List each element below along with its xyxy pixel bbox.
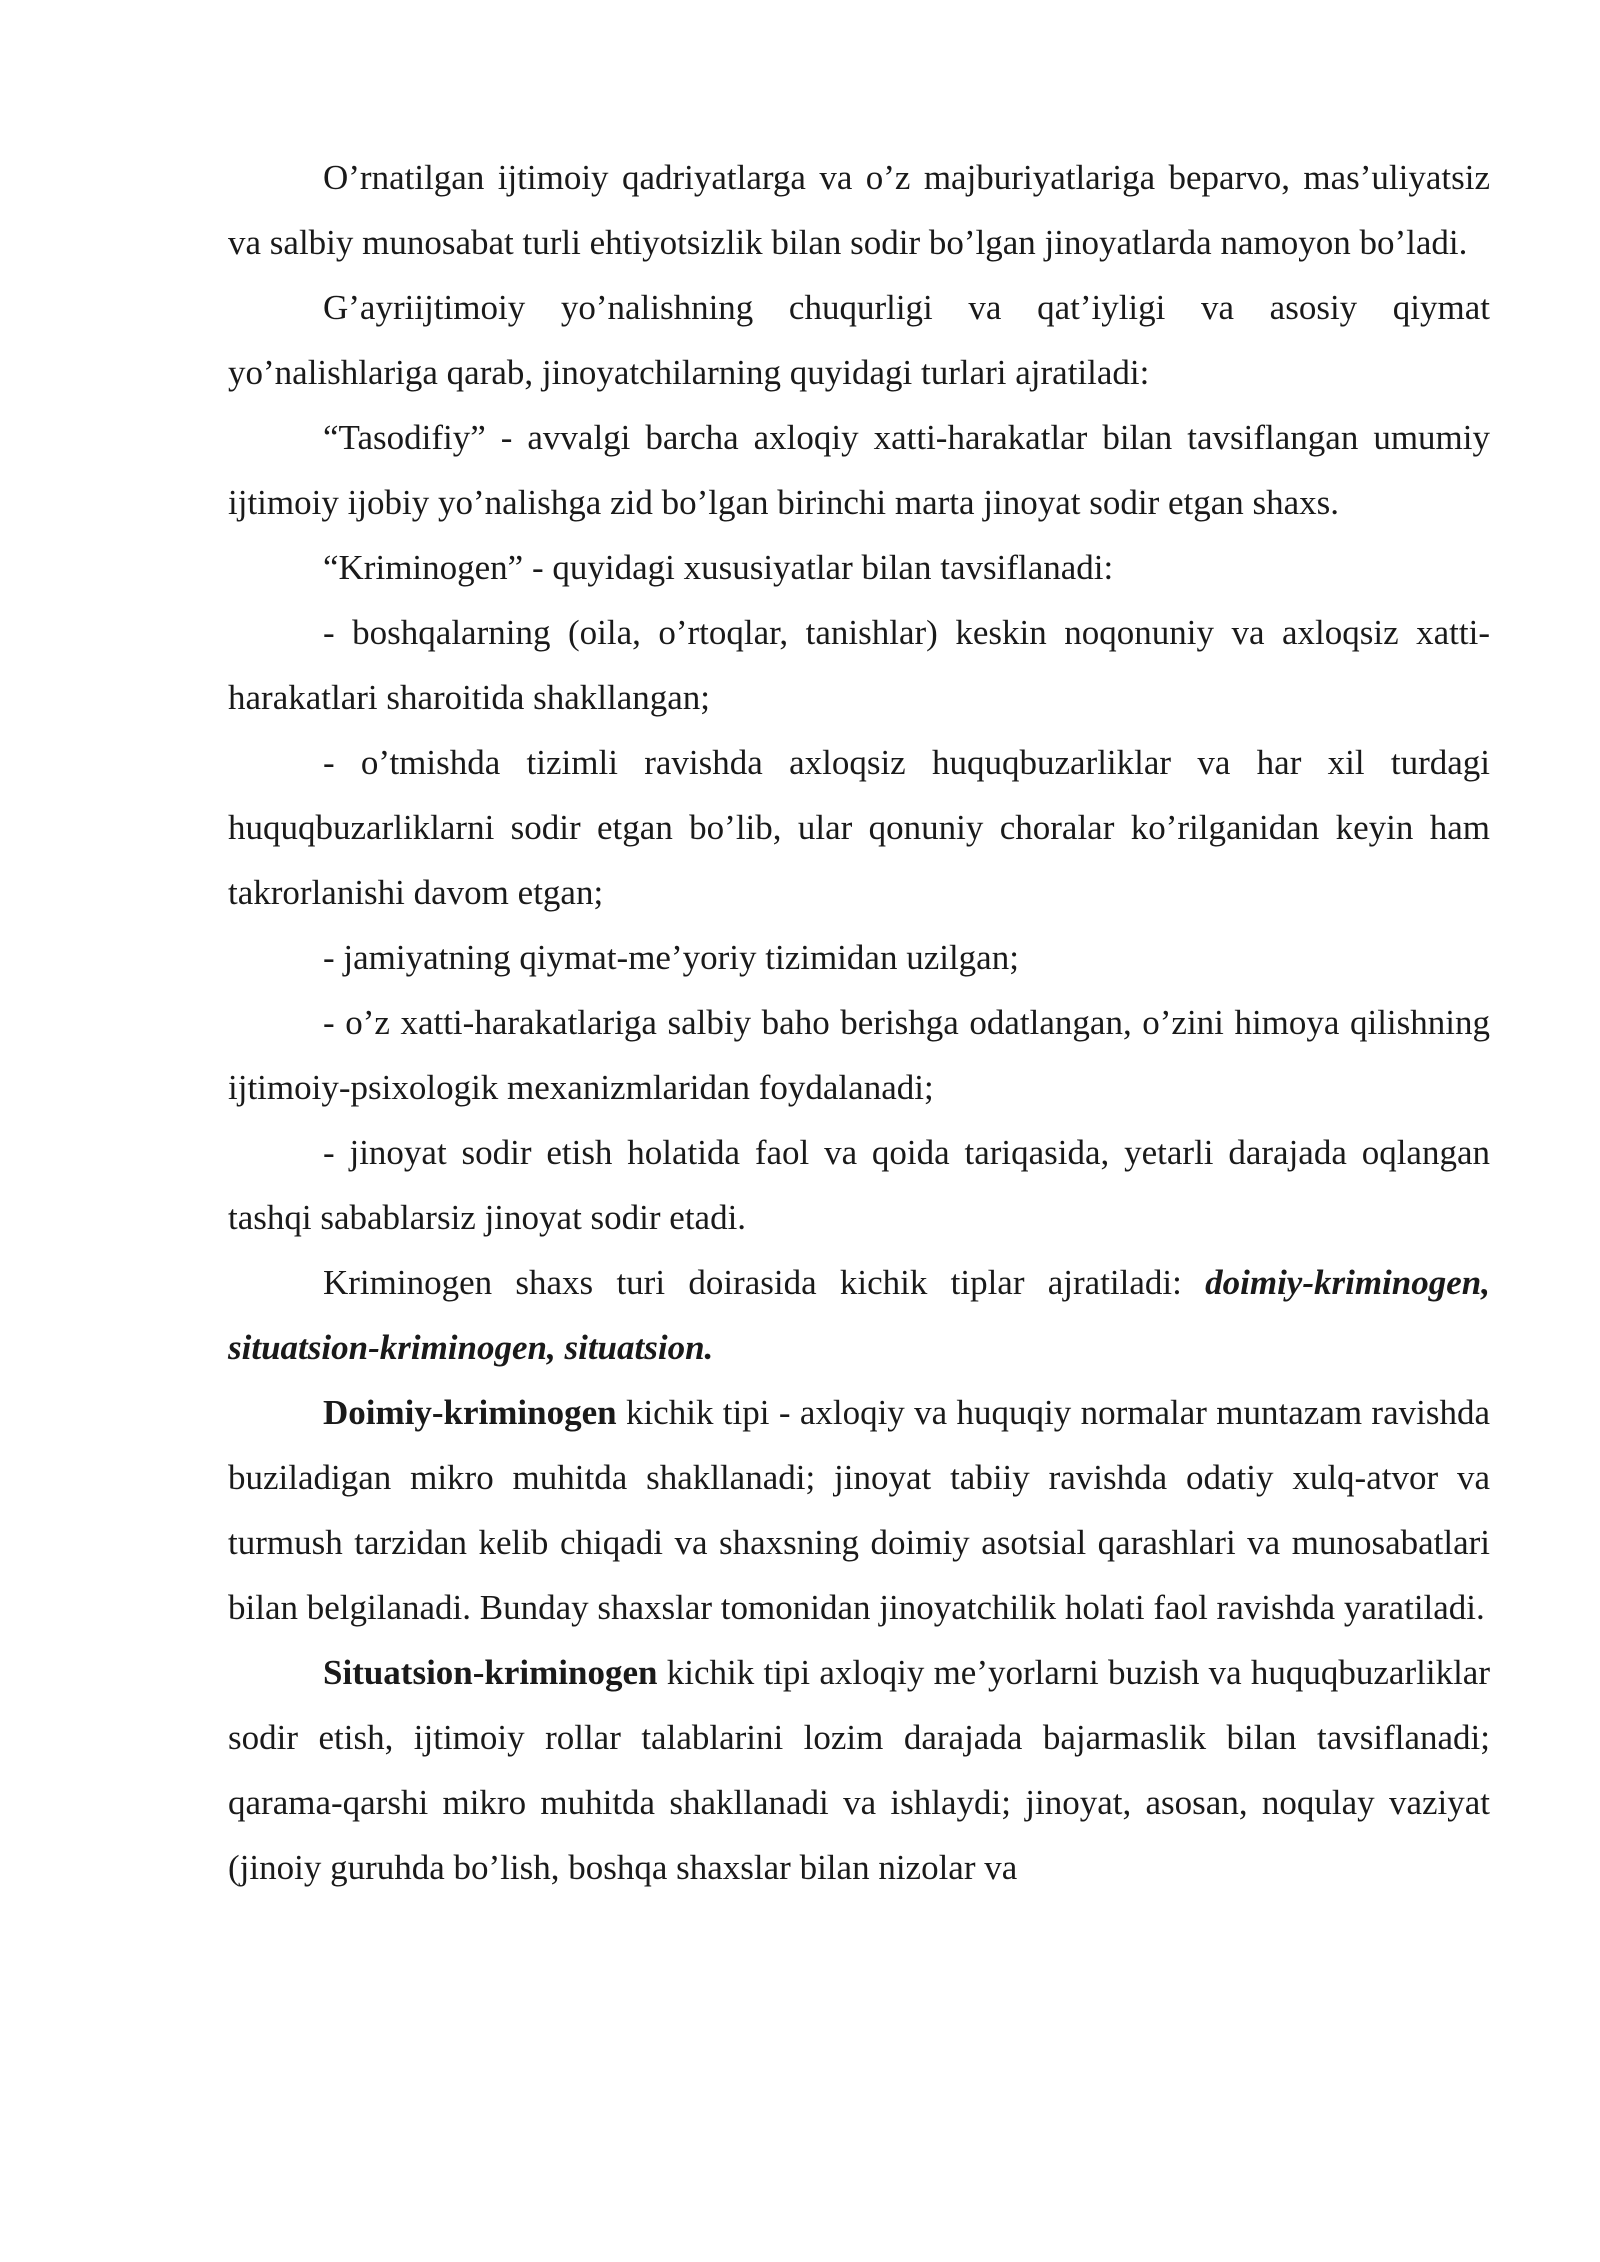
- paragraph-10: [228, 1250, 1490, 1380]
- paragraph-12: [228, 1640, 1490, 1900]
- paragraph-5: - boshqalarning (oila, o’rtoqlar, tanishlar) keskin noqonuniy va axloqsiz xatti-harakatlari sharoitida shakllangan;: [228, 613, 1490, 717]
- paragraph-9: - jinoyat sodir etish holatida faol va qoida tariqasida, yetarli darajada oqlangan tashqi sabablarsiz jinoyat sodir etadi.: [228, 1133, 1490, 1237]
- paragraph-6: - o’tmishda tizimli ravishda axloqsiz huquqbuzarliklar va har xil turdagi huquqbuzarliklarni sodir etgan bo’lib, ular qonuniy choralar ko’rilganidan keyin ham takrorlanishi davom etgan;: [228, 743, 1490, 912]
- document-page: [228, 145, 1490, 1900]
- paragraph-1: O’rnatilgan ijtimoiy qadriyatlarga va o’z majburiyatlariga beparvo, mas’uliyatsiz va salbiy munosabat turli ehtiyotsizlik bilan sodir bo’lgan jinoyatlarda namoyon bo’ladi.: [228, 158, 1490, 262]
- paragraph-8: - o’z xatti-harakatlariga salbiy baho berishga odatlangan, o’zini himoya qilishning ijtimoiy-psixologik mexanizmlaridan foydalanadi;: [228, 1003, 1490, 1107]
- paragraph-3: “Tasodifiy” - avvalgi barcha axloqiy xatti-harakatlar bilan tavsiflangan umumiy ijtimoiy ijobiy yo’nalishga zid bo’lgan birinchi marta jinoyat sodir etgan shaxs.: [228, 418, 1490, 522]
- paragraph-2: G’ayriijtimoiy yo’nalishning chuqurligi va qat’iyligi va asosiy qiymat yo’nalishlariga qarab, jinoyatchilarning quyidagi turlari ajratiladi:: [228, 288, 1490, 392]
- term-situatsion-kriminogen: Situatsion-kriminogen: [323, 1653, 658, 1692]
- paragraph-7: - jamiyatning qiymat-me’yoriy tizimidan uzilgan;: [323, 938, 1019, 977]
- paragraph-11-text: kichik tipi - axloqiy va huquqiy normalar muntazam ravishda buziladigan mikro muhitda shakllanadi; jinoyat tabiiy ravishda odatiy xulq-atvor va turmush tarzidan kelib chiqadi va shaxsning doimiy asotsial qarashlari va munosabatlari bilan belgilanadi. Bunday shaxslar tomonidan jinoyatchilik holati faol ravishda yaratiladi.: [228, 1393, 1490, 1627]
- paragraph-12-text: kichik tipi axloqiy me’yorlarni buzish va huquqbuzarliklar sodir etish, ijtimoiy rollar talablarini lozim darajada bajarmaslik bilan tavsiflanadi; qarama-qarshi mikro muhitda shakllanadi va ishlaydi; jinoyat, asosan, noqulay vaziyat (jinoiy guruhda bo’lish, boshqa shaxslar bilan nizolar va: [228, 1653, 1490, 1887]
- paragraph-10-text: Kriminogen shaxs turi doirasida kichik tiplar ajratiladi:: [323, 1263, 1206, 1302]
- paragraph-11: [228, 1380, 1490, 1640]
- term-doimiy-kriminogen: Doimiy-kriminogen: [323, 1393, 617, 1432]
- subtypes-emphasis: doimiy-kriminogen, situatsion-kriminogen, situatsion.: [228, 1263, 1490, 1367]
- paragraph-4: “Kriminogen” - quyidagi xususiyatlar bilan tavsiflanadi:: [323, 548, 1114, 587]
